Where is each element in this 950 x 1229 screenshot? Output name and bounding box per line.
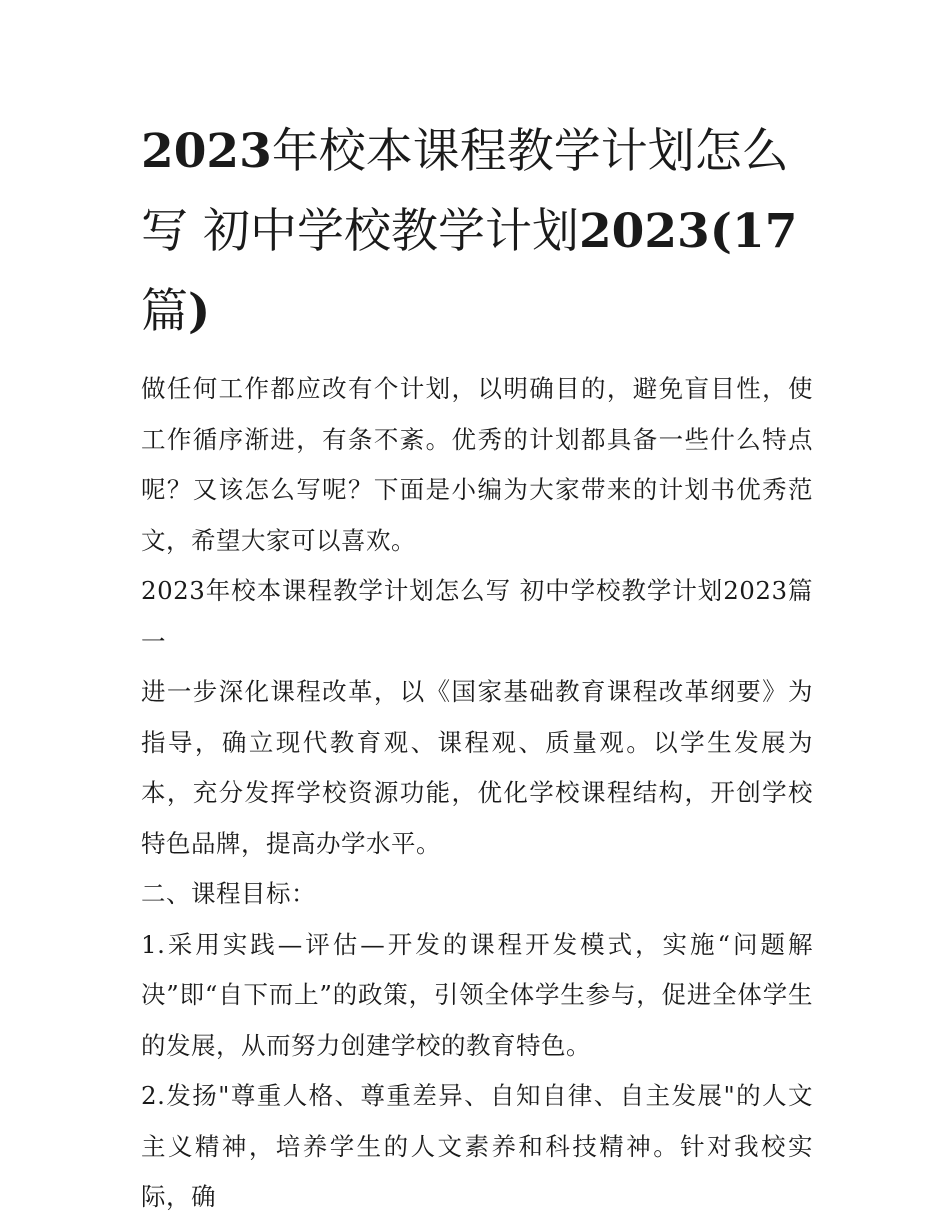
intro-paragraph: 做任何工作都应改有个计划，以明确目的，避免盲目性，使工作循序渐进，有条不紊。优秀的计划都具备一些什么特点呢？又该怎么写呢？下面是小编为大家带来的计划书优秀范文，希望大家可以喜欢。 bbox=[141, 374, 813, 555]
title-number-run: 2023(17 bbox=[578, 204, 798, 259]
title-number-run: ) bbox=[188, 284, 211, 339]
document-body bbox=[141, 112, 813, 1223]
course-goals-heading: 二、课程目标： bbox=[141, 879, 316, 908]
guiding-ideology-paragraph: 进一步深化课程改革，以《国家基础教育课程改革纲要》为指导，确立现代教育观、课程观、质量观。以学生发展为本，充分发挥学校资源功能，优化学校课程结构，开创学校特色品牌，提高办学水平。 bbox=[141, 677, 813, 858]
goal-item-1: 1.采用实践—评估—开发的课程开发模式，实施“问题解决”即“自下而上”的政策，引领全体学生参与，促进全体学生的发展，从而努力创建学校的教育特色。 bbox=[141, 929, 813, 1060]
section-heading: 2023年校本课程教学计划怎么写 初中学校教学计划2023篇一 bbox=[141, 576, 813, 656]
document-title: 2023年校本课程教学计划怎么写 初中学校教学计划2023(17篇) bbox=[141, 124, 798, 339]
goal-item-2: 2.发扬"尊重人格、尊重差异、自知自律、自主发展"的人文主义精神，培养学生的人文素养和科技精神。针对我校实际，确 bbox=[141, 1081, 813, 1211]
title-number-run: 2023 bbox=[141, 124, 272, 179]
